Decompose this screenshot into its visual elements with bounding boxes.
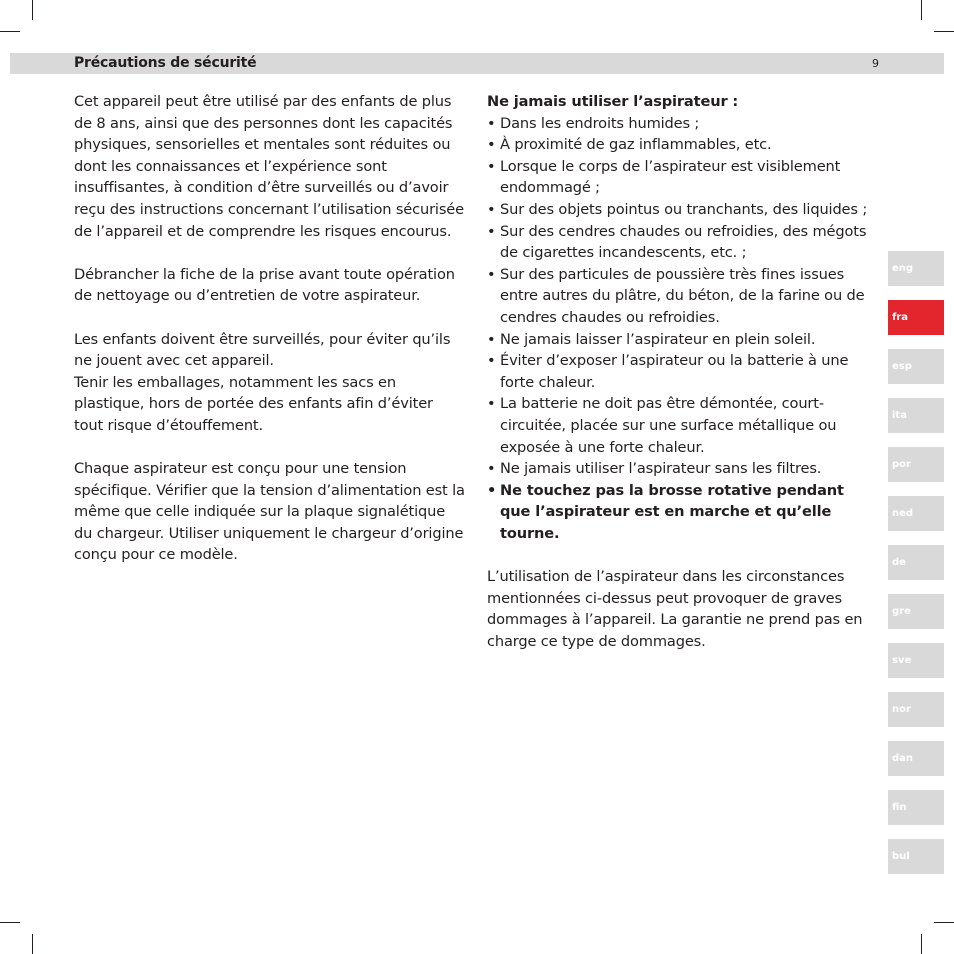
right-column [487,91,879,674]
list-item: • Éviter d’exposer l’aspirateur ou la batterie à une forte chaleur. [487,350,879,393]
tab-ned[interactable]: ned [888,496,944,531]
paragraph: Chaque aspirateur est conçu pour une tension spécifique. Vérifier que la tension d’alimentation est la même que celle indiquée sur la plaque signalétique du chargeur. Utiliser uniquement le chargeur d’origine conçu pour ce modèle. [74,460,465,564]
tab-esp[interactable]: esp [888,349,944,384]
tab-de[interactable]: de [888,545,944,580]
tab-nor[interactable]: nor [888,692,944,727]
left-column [74,91,466,588]
crop-mark [934,922,954,923]
crop-mark [32,0,33,20]
list-item: • Ne jamais utiliser l’aspirateur sans les filtres. [487,458,879,480]
section-header-bar [10,53,944,74]
list-item: • Lorsque le corps de l’aspirateur est visiblement endommagé ; [487,156,879,199]
tab-sve[interactable]: sve [888,643,944,678]
list-item-emphasis: • Ne touchez pas la brosse rotative pendant que l’aspirateur est en marche et qu’elle tourne. [487,480,879,545]
warning-list [487,113,879,545]
crop-mark [0,922,20,923]
tab-gre[interactable]: gre [888,594,944,629]
page-number: 9 [872,57,879,70]
crop-mark [934,31,954,32]
crop-mark [0,31,20,32]
list-item: • Ne jamais laisser l’aspirateur en plein soleil. [487,329,879,351]
paragraph: Les enfants doivent être surveillés, pour éviter qu’ils ne jouent avec cet appareil. [74,330,451,370]
paragraph: Débrancher la fiche de la prise avant toute opération de nettoyage ou d’entretien de votre aspirateur. [74,265,455,305]
warning-heading: Ne jamais utiliser l’aspirateur : [487,93,739,110]
list-item: • Sur des cendres chaudes ou refroidies, des mégots de cigarettes incandescents, etc. ; [487,221,879,264]
list-item: • La batterie ne doit pas être démontée, court-circuitée, placée sur une surface métallique ou exposée à une forte chaleur. [487,393,879,458]
closing-paragraph: L’utilisation de l’aspirateur dans les circonstances mentionnées ci-dessus peut provoquer de graves dommages à l’appareil. La garantie ne prend pas en charge ce type de dommages. [487,568,863,650]
crop-mark [32,934,33,954]
tab-ita[interactable]: ita [888,398,944,433]
paragraph: Cet appareil peut être utilisé par des enfants de plus de 8 ans, ainsi que des personnes dont les capacités physiques, sensorielles et mentales sont réduites ou dont les connaissances et l’expérience sont insuffisantes, à condition d’être surveillés ou d’avoir reçu des instructions concernant l’utilisation sécurisée de l’appareil et de comprendre les risques encourus. [74,93,464,240]
list-item: • Dans les endroits humides ; [487,113,879,135]
list-item: • Sur des particules de poussière très fines issues entre autres du plâtre, du béton, de la farine ou de cendres chaudes ou refroidies. [487,264,879,329]
paragraph: Tenir les emballages, notamment les sacs en plastique, hors de portée des enfants afin d’éviter tout risque d’étouffement. [74,373,433,434]
list-item: • Sur des objets pointus ou tranchants, des liquides ; [487,199,879,221]
crop-mark [921,934,922,954]
tab-dan[interactable]: dan [888,741,944,776]
list-item: • À proximité de gaz inflammables, etc. [487,134,879,156]
tab-fra[interactable]: fra [888,300,944,335]
tab-eng[interactable]: eng [888,251,944,286]
language-tabs [888,251,944,888]
tab-bul[interactable]: bul [888,839,944,874]
section-title: Précautions de sécurité [74,55,257,71]
tab-fin[interactable]: fin [888,790,944,825]
crop-mark [921,0,922,20]
tab-por[interactable]: por [888,447,944,482]
